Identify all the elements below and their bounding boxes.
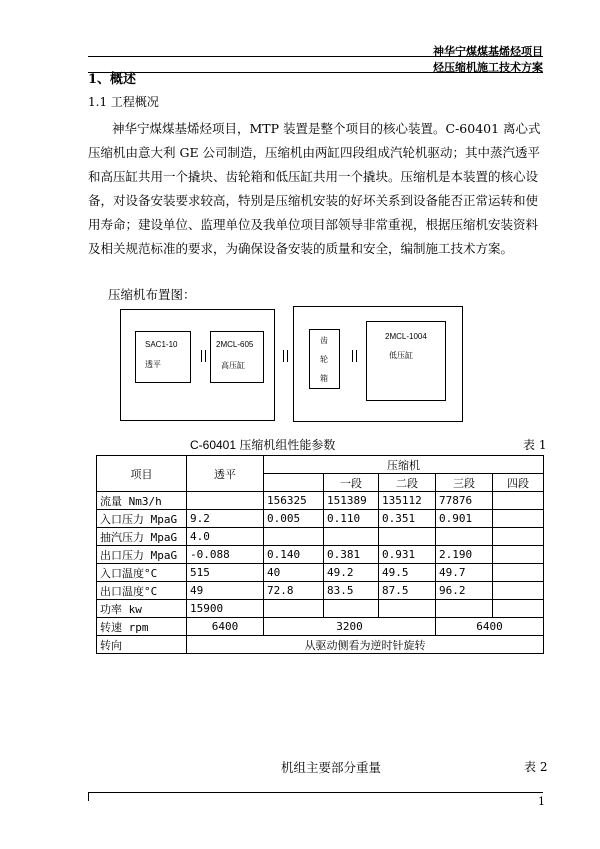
header-item: 项目 bbox=[97, 456, 187, 492]
header-project-title: 神华宁煤煤基烯烃项目 bbox=[433, 45, 543, 58]
header-turbine: 透平 bbox=[187, 456, 264, 492]
stage-value: 49.2 bbox=[324, 564, 379, 582]
stage-value: 72.8 bbox=[264, 582, 324, 600]
header-rule bbox=[88, 56, 543, 57]
blank-cell bbox=[493, 528, 544, 546]
table2-caption: 机组主要部分重量 bbox=[281, 760, 382, 775]
table2-number: 表 2 bbox=[524, 760, 548, 774]
footer-tick bbox=[88, 793, 89, 801]
row-label: 转向 bbox=[97, 636, 187, 654]
speed-lp: 3200 bbox=[264, 618, 436, 636]
footer-rule bbox=[88, 792, 543, 793]
header-stage-4: 四段 bbox=[493, 474, 544, 492]
header-compressor: 压缩机 bbox=[264, 456, 544, 474]
speed-row bbox=[97, 618, 544, 636]
blank-cell bbox=[493, 564, 544, 582]
turbine-value: 49 bbox=[187, 582, 264, 600]
lp-code: 2MCL-1004 bbox=[385, 332, 427, 341]
stage-value bbox=[264, 528, 324, 546]
row-label: 出口压力 MpaG bbox=[97, 546, 187, 564]
speed-hp: 6400 bbox=[436, 618, 544, 636]
table-row bbox=[97, 582, 544, 600]
stage-value: 77876 bbox=[436, 492, 493, 510]
stage-value: 0.110 bbox=[324, 510, 379, 528]
stage-value: 0.140 bbox=[264, 546, 324, 564]
turbine-name: 透平 bbox=[145, 360, 161, 369]
header-document-title: 烃压缩机施工技术方案 bbox=[433, 61, 543, 74]
turbine-value: 4.0 bbox=[187, 528, 264, 546]
page-number: 1 bbox=[538, 795, 545, 808]
stage-value: 49.5 bbox=[379, 564, 436, 582]
blank-cell bbox=[493, 546, 544, 564]
gearbox-char-3: 箱 bbox=[320, 374, 328, 383]
turbine-value: 15900 bbox=[187, 600, 264, 618]
turbine-box bbox=[135, 331, 191, 383]
table-row bbox=[97, 546, 544, 564]
row-label: 入口温度°C bbox=[97, 564, 187, 582]
blank-cell bbox=[493, 600, 544, 618]
turbine-value: 9.2 bbox=[187, 510, 264, 528]
stage-value: 2.190 bbox=[436, 546, 493, 564]
stage-value bbox=[436, 528, 493, 546]
layout-diagram-label: 压缩机布置图： bbox=[108, 287, 196, 302]
stage-value: 0.005 bbox=[264, 510, 324, 528]
turbine-code: SAC1-10 bbox=[145, 340, 178, 349]
stage-value: 0.931 bbox=[379, 546, 436, 564]
stage-value: 0.901 bbox=[436, 510, 493, 528]
row-label: 抽汽压力 MpaG bbox=[97, 528, 187, 546]
stage-value: 96.2 bbox=[436, 582, 493, 600]
section-heading: 1、概述 bbox=[88, 72, 137, 87]
stage-value: 151389 bbox=[324, 492, 379, 510]
gearbox-box bbox=[309, 329, 340, 389]
gearbox-char-2: 轮 bbox=[320, 355, 328, 364]
header-stage-1: 一段 bbox=[324, 474, 379, 492]
stage-value: 0.351 bbox=[379, 510, 436, 528]
blank-cell bbox=[493, 582, 544, 600]
stage-value bbox=[324, 600, 379, 618]
stage-value bbox=[379, 528, 436, 546]
table-row bbox=[97, 510, 544, 528]
hp-code: 2MCL-605 bbox=[216, 340, 254, 349]
stage-value bbox=[379, 600, 436, 618]
gearbox-char-1: 齿 bbox=[320, 336, 328, 345]
table-row bbox=[97, 600, 544, 618]
row-label: 流量 Nm3/h bbox=[97, 492, 187, 510]
rotation-row bbox=[97, 636, 544, 654]
stage-value: 49.7 bbox=[436, 564, 493, 582]
rotation-value: 从驱动侧看为逆时针旋转 bbox=[187, 636, 544, 654]
lp-casing-box bbox=[366, 321, 446, 401]
hp-name: 高压缸 bbox=[221, 361, 245, 370]
header-stage-2: 二段 bbox=[379, 474, 436, 492]
speed-turbine: 6400 bbox=[187, 618, 264, 636]
blank-cell bbox=[493, 492, 544, 510]
row-label: 转速 rpm bbox=[97, 618, 187, 636]
turbine-value: -0.088 bbox=[187, 546, 264, 564]
lp-name: 低压缸 bbox=[389, 351, 413, 360]
turbine-value bbox=[187, 492, 264, 510]
stage-value: 0.381 bbox=[324, 546, 379, 564]
subsection-heading: 1.1 工程概况 bbox=[88, 95, 159, 109]
stage-value: 87.5 bbox=[379, 582, 436, 600]
row-label: 功率 kw bbox=[97, 600, 187, 618]
table-row bbox=[97, 492, 544, 510]
hp-casing-box bbox=[210, 331, 264, 383]
performance-table bbox=[96, 455, 544, 654]
stage-value: 135112 bbox=[379, 492, 436, 510]
header-rule-bottom bbox=[88, 72, 543, 73]
row-label: 出口温度°C bbox=[97, 582, 187, 600]
stage-value bbox=[264, 600, 324, 618]
table1-number: 表 1 bbox=[523, 438, 547, 452]
stage-value bbox=[436, 600, 493, 618]
stage-value: 40 bbox=[264, 564, 324, 582]
row-label: 入口压力 MpaG bbox=[97, 510, 187, 528]
table-row bbox=[97, 528, 544, 546]
turbine-value: 515 bbox=[187, 564, 264, 582]
table-header-row bbox=[97, 456, 544, 474]
header-stage-3: 三段 bbox=[436, 474, 493, 492]
table1-caption: C-60401 压缩机组性能参数 bbox=[190, 438, 336, 452]
blank-cell bbox=[264, 474, 324, 492]
stage-value: 156325 bbox=[264, 492, 324, 510]
table-row bbox=[97, 564, 544, 582]
blank-cell bbox=[493, 510, 544, 528]
stage-value bbox=[324, 528, 379, 546]
stage-value: 83.5 bbox=[324, 582, 379, 600]
overview-paragraph: 神华宁煤煤基烯烃项目，MTP 装置是整个项目的核心装置。C-60401 离心式压缩机由意大利 GE 公司制造，压缩机由两缸四段组成汽轮机驱动；其中蒸汽透平和高压缸共用一个撬块、齿轮箱和低压缸共用一个撬块。压缩机是本装置的核心设备，对设备安装要求较高，特别是压缩机安装的好坏关系到设备能否正常运转和使用寿命；建设单位、监理单位及我单位项目部领导非常重视，根据压缩机安装资料及相关规范标准的要求，为确保设备安装的质量和安全，编制施工技术方案。 bbox=[88, 121, 541, 256]
